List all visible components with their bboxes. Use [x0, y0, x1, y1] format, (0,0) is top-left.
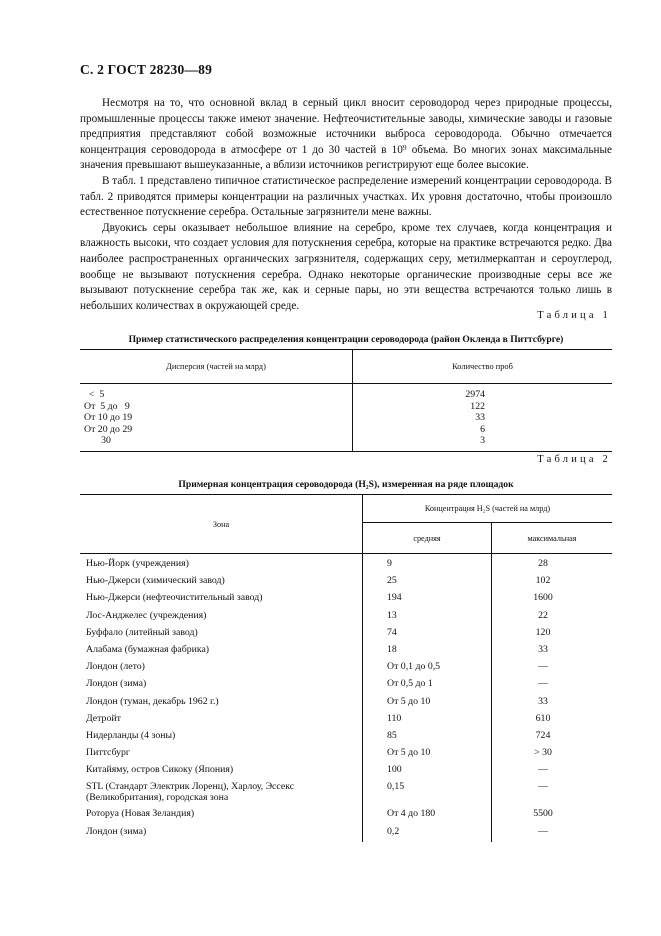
table-row	[80, 746, 612, 763]
table2-max: 33	[538, 695, 548, 707]
table-row	[80, 626, 612, 643]
table2-mean: 13	[363, 609, 492, 626]
table1-count: 6	[480, 423, 485, 435]
table2-max: 102	[535, 575, 551, 587]
table2-max: —	[538, 678, 548, 690]
table-row	[80, 574, 612, 591]
paragraph: В табл. 1 представлено типичное статистическое распределение измерений концентрации сероводорода. В табл. 2 приводятся примеры концентрации на различных участках. Их уровня достаточно, чтобы произошло естественное потускнение серебра. Остальные загрязнители мене важны.	[80, 174, 612, 219]
table-row	[80, 807, 612, 824]
table2-mean: 110	[363, 712, 492, 729]
table2-mean: 100	[363, 763, 492, 780]
table2-zone: Детройт	[80, 712, 363, 729]
table1-range: 30	[80, 435, 353, 451]
table2	[80, 494, 612, 842]
paragraph: Несмотря на то, что основной вклад в серный цикл вносит сероводород через природные процессы, промышленные процессы также имеют значение. Нефтеочистительные заводы, химические заводы и газовые предприятия представляют собой возможные источники выброса сероводорода. Обычно отмечается концентрация сероводорода в атмосфере от 1 до 30 частей в 10⁹ объема. Во многих зонах максимальные значения превышают вышеуказанные, а вблизи источников регистрируют еще более высокие.	[80, 97, 612, 172]
table2-mean: 194	[363, 591, 492, 608]
table2-max: 724	[535, 729, 551, 741]
table2-mean: 25	[363, 574, 492, 591]
table2-zone: Нью-Йорк (учреждения)	[80, 554, 363, 575]
table-row	[80, 780, 612, 807]
table2-max: 120	[535, 626, 551, 638]
table2-mean: 0,15	[363, 780, 492, 807]
table2-zone: Лондон (туман, декабрь 1962 г.)	[80, 695, 363, 712]
table-row	[80, 677, 612, 694]
table2-max: —	[538, 764, 548, 776]
table2-zone: Нью-Джерси (химический завод)	[80, 574, 363, 591]
table2-max: 28	[538, 558, 548, 569]
table-row	[80, 660, 612, 677]
table1-range: < 5	[80, 384, 353, 401]
table1-count: 33	[475, 412, 485, 424]
table2-max: —	[538, 825, 548, 837]
table2-max: 22	[538, 609, 548, 621]
table2-mean: От 5 до 10	[363, 746, 492, 763]
table-row	[80, 729, 612, 746]
table2-max: 610	[535, 712, 551, 724]
table2-zone: STL (Стандарт Электрик Лоренц), Харлоу, Эссекс (Великобритания), городская зона	[80, 780, 363, 807]
table2-col-zone: Зона	[80, 495, 363, 554]
table2-col-mean: средняя	[363, 523, 492, 554]
table2-mean: 0,2	[363, 825, 492, 842]
table2-max: 1600	[533, 592, 553, 604]
table2-max: —	[538, 661, 548, 673]
table2-zone: Лондон (зима)	[80, 677, 363, 694]
table2-zone: Буффало (литейный завод)	[80, 626, 363, 643]
table2-mean: От 4 до 180	[363, 807, 492, 824]
table-row	[80, 554, 612, 575]
table2-title: Примерная концентрация сероводорода (H₂S), измеренная на ряде площадок	[178, 479, 514, 490]
table1-caption: Таблица 1	[537, 310, 611, 321]
table2-mean: От 0,5 до 1	[363, 677, 492, 694]
table1-count: 3	[353, 435, 613, 451]
table1-col-count: Количество проб	[353, 350, 613, 384]
table-row	[80, 643, 612, 660]
table-row	[80, 695, 612, 712]
paragraph: Двуокись серы оказывает небольшое влияние на серебро, кроме тех случаев, когда концентрация и влажность высоки, что создает условия для потускнения серебра, которые на практике встречаются редко. Два наиболее распространенных органических загрязнителя, содержащих серу, метилмеркаптан и сероуглерод, вообще не вызывают потускнения серебра. Однако некоторые органические производные серы все же вызывают потускнение серебра так же, как и серные пары, но эти вещества встречаются только лишь в небольших количествах в окружающей среде.	[80, 221, 612, 312]
table2-zone: Алабама (бумажная фабрика)	[80, 643, 363, 660]
table-row	[80, 712, 612, 729]
table-row	[80, 609, 612, 626]
table2-mean: 9	[363, 554, 492, 575]
table2-zone: Лондон (зима)	[80, 825, 363, 842]
table2-mean: От 0,1 до 0,5	[363, 660, 492, 677]
table2-zone: Нидерланды (4 зоны)	[80, 729, 363, 746]
table-row	[80, 825, 612, 842]
table2-mean: 85	[363, 729, 492, 746]
table1	[80, 349, 612, 452]
table1-range: От 5 до 9	[80, 401, 353, 413]
table2-max: —	[538, 781, 548, 793]
table-row	[80, 401, 612, 413]
table1-count: 2974	[465, 389, 485, 400]
table2-caption: Таблица 2	[537, 454, 611, 465]
table2-mean: 74	[363, 626, 492, 643]
table2-max: > 30	[534, 747, 552, 759]
table2-max: 5500	[533, 808, 553, 820]
table2-mean: От 5 до 10	[363, 695, 492, 712]
table-row	[80, 384, 612, 401]
table2-col-concentration: Концентрация H₂S (частей на млрд)	[363, 495, 613, 523]
table2-zone: Роторуа (Новая Зеландия)	[80, 807, 363, 824]
table-row	[80, 591, 612, 608]
table2-zone: Китайяму, остров Сикоку (Япония)	[80, 763, 363, 780]
table1-title: Пример статистического распределения концентрации сероводорода (район Окленда в Питтсбурге)	[128, 334, 564, 345]
table2-zone: Лос-Анджелес (учреждения)	[80, 609, 363, 626]
table2-zone: Лондон (лето)	[80, 660, 363, 677]
table-row	[80, 763, 612, 780]
table1-range: От 20 до 29	[80, 424, 353, 436]
table1-count: 122	[470, 400, 485, 412]
table2-zone: Питтсбург	[80, 746, 363, 763]
table1-range: От 10 до 19	[80, 412, 353, 424]
table-row	[80, 424, 612, 436]
table2-mean: 18	[363, 643, 492, 660]
table2-max: 33	[538, 643, 548, 655]
page-header: С. 2 ГОСТ 28230—89	[80, 62, 213, 77]
table1-col-dispersion: Дисперсия (частей на млрд)	[80, 350, 353, 384]
table2-col-max: максимальная	[492, 523, 613, 554]
table-row	[80, 412, 612, 424]
body-text	[80, 96, 612, 314]
table2-zone: Нью-Джерси (нефтеочистительный завод)	[80, 591, 363, 608]
table-row	[80, 435, 612, 451]
